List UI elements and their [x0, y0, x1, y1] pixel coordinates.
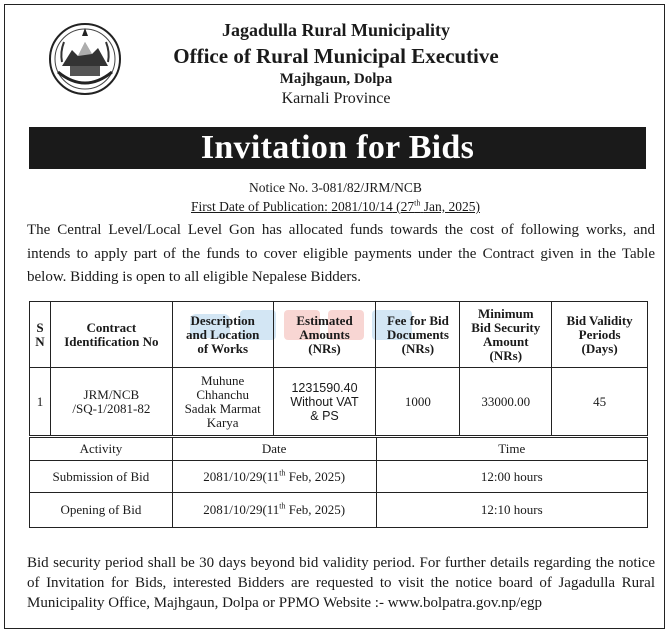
- cell-contract-id: JRM/NCB /SQ-1/2081-82: [50, 368, 172, 436]
- cell-time: 12:10 hours: [376, 493, 647, 528]
- table-header-row: [30, 302, 648, 368]
- office-name: Office of Rural Municipal Executive: [173, 44, 499, 68]
- header-activity: Activity: [30, 438, 173, 461]
- cell-description: Muhune Chhanchu Sadak Marmat Karya: [172, 368, 273, 436]
- header-description: Description and Location of Works: [172, 302, 273, 368]
- cell-activity: Submission of Bid: [30, 461, 173, 493]
- table-row: [30, 461, 648, 493]
- cell-activity: Opening of Bid: [30, 493, 173, 528]
- cell-sn: 1: [30, 368, 51, 436]
- header-bid-security: Minimum Bid Security Amount (NRs): [460, 302, 552, 368]
- cell-estimated-amount: 1231590.40 Without VAT & PS: [273, 368, 376, 436]
- notice-number: Notice No. 3-081/82/JRM/NCB: [249, 180, 422, 195]
- province-name: Karnali Province: [281, 90, 391, 107]
- table-row: [30, 493, 648, 528]
- page-title: Invitation for Bids: [29, 127, 646, 169]
- bid-table: [29, 301, 648, 436]
- schedule-table: [29, 437, 648, 528]
- publication-date: First Date of Publication: 2081/10/14 (27th Jan, 2025): [191, 198, 480, 214]
- nepal-emblem-icon: [48, 22, 122, 96]
- cell-date: 2081/10/29(11th Feb, 2025): [172, 493, 376, 528]
- header-date: Date: [172, 438, 376, 461]
- schedule-header-row: [30, 438, 648, 461]
- header-time: Time: [376, 438, 647, 461]
- cell-bid-security: 33000.00: [460, 368, 552, 436]
- cell-time: 12:00 hours: [376, 461, 647, 493]
- header-fee: Fee for Bid Documents (NRs): [376, 302, 460, 368]
- header-validity: Bid Validity Periods (Days): [552, 302, 648, 368]
- header-contract-id: Contract Identification No: [50, 302, 172, 368]
- header-estimated-amount: Estimated Amounts (NRs): [273, 302, 376, 368]
- municipality-name: Jagadulla Rural Municipality: [221, 20, 451, 40]
- intro-paragraph: The Central Level/Local Level Gon has allocated funds towards the cost of following works, and intends to apply part of the funds to cover eligible payments under the Contract given in the Table below. Bidding is open to all eligible Nepalese Bidders.: [27, 222, 655, 285]
- header-sn: S N: [30, 302, 51, 368]
- footer-paragraph: Bid security period shall be 30 days beyond bid validity period. For further details regarding the notice of Invitation for Bids, interested Bidders are requested to visit the notice board of Jagadulla Rural Municipality Office, Majhgaun, Dolpa or PPMO Website :- www.bolpatra.gov.np/egp: [27, 555, 655, 611]
- cell-validity: 45: [552, 368, 648, 436]
- cell-date: 2081/10/29(11th Feb, 2025): [172, 461, 376, 493]
- table-row: [30, 368, 648, 436]
- office-location: Majhgaun, Dolpa: [279, 71, 393, 87]
- cell-fee: 1000: [376, 368, 460, 436]
